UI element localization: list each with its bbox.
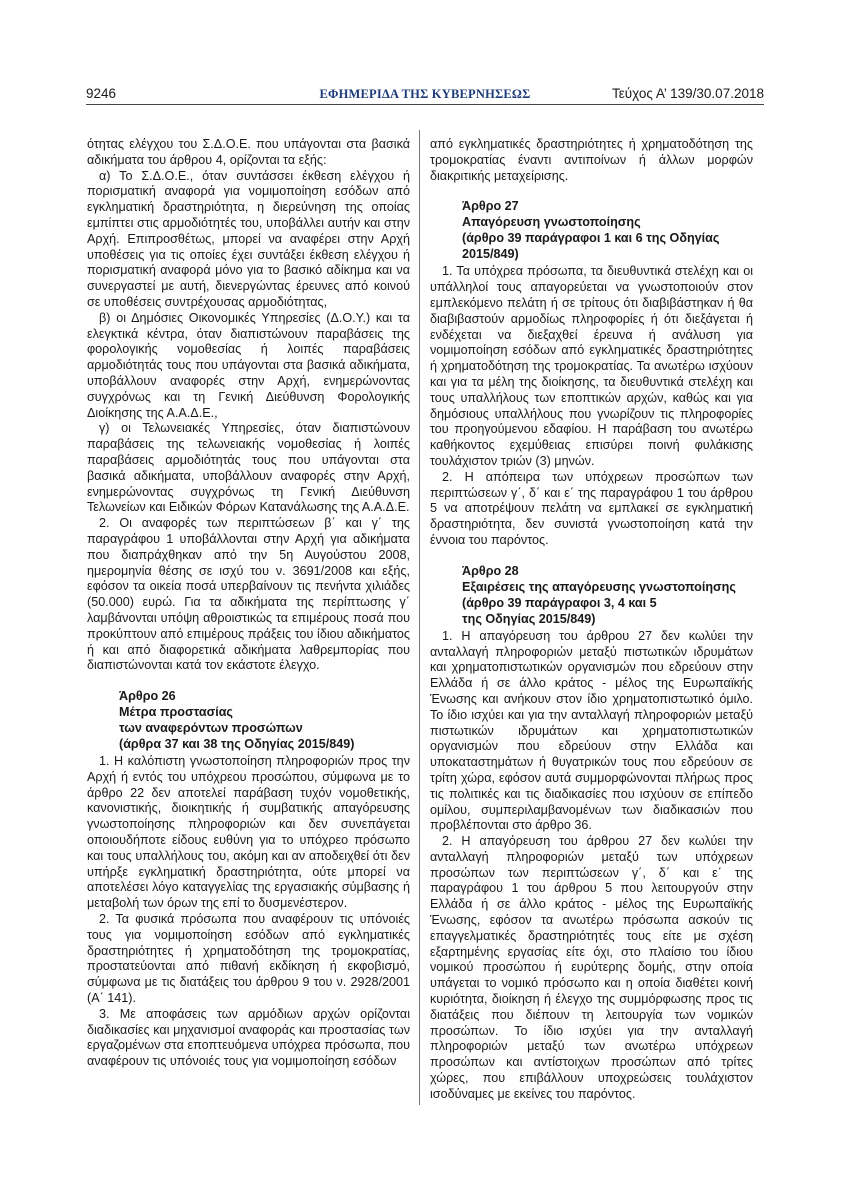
column-divider	[419, 130, 420, 1105]
paragraph: 3. Με αποφάσεις των αρμόδιων αρχών ορίζονται διαδικασίες και μηχανισμοί αναφοράς και προστασίας των εργαζομένων στα εποπτευόμενα υπόχρεα πρόσωπα, που αναφέρουν τις υπόνοιές τους για νομιμοποίηση εσόδων	[87, 1006, 410, 1069]
gazette-title: ΕΦΗΜΕΡΙΔΑ ΤΗΣ ΚΥΒΕΡΝΗΣΕΩΣ	[319, 87, 531, 101]
article-number: Άρθρο 28	[462, 563, 519, 578]
right-column	[430, 137, 753, 1103]
article-reference: 2015/849)	[462, 247, 519, 262]
article-27-heading	[430, 198, 753, 262]
article-number: Άρθρο 26	[119, 689, 176, 704]
paragraph: από εγκληματικές δραστηριότητες ή χρηματοδότηση της τρομοκρατίας έναντι αντιποίνων ή άλλων μορφών διακριτικής μεταχείρισης.	[430, 137, 753, 183]
paragraph: 1. Η απαγόρευση του άρθρου 27 δεν κωλύει την ανταλλαγή πληροφοριών μεταξύ πιστωτικών ιδρυμάτων και χρηματοπιστωτικών οργανισμών που εδρεύουν στην Ελλάδα ή σε άλλο κράτος - μέλος της Ευρωπαϊκής Ένωσης και ανήκουν στον ίδιο χρηματοπιστωτικό όμιλο. Το ίδιο ισχύει και για την ανταλλαγή πληροφοριών μεταξύ πιστωτικών ιδρυμάτων και χρηματοπιστωτικών οργανισμών που εδρεύουν στην Ελλάδα και υποκαταστημάτων ή θυγατρικών τους που εδρεύουν σε τρίτη χώρα, εφόσον αυτά συμμορφώνονται πλήρως προς τις πολιτικές και τις διαδικασίες που ισχύουν σε επίπεδο ομίλου, συμπεριλαμβανομένων των διαδικασιών που προβλέπονται στο άρθρο 36.	[430, 628, 753, 833]
left-column	[87, 137, 410, 1070]
paragraph: 1. Η καλόπιστη γνωστοποίηση πληροφοριών προς την Αρχή ή εντός του υπόχρεου προσώπου, σύμφωνα με το άρθρο 22 δεν αποτελεί παράβαση τυχόν νομοθετικής, κανονιστικής, διοικητικής ή συμβατικής απαγόρευσης γνωστοποίησης πληροφοριών και δεν συνεπάγεται οποιουδήποτε είδους ευθύνη για το υπόχρεο πρόσωπο και τους υπαλλήλους του, ακόμη και αν αποδειχθεί ότι δεν υπήρξε εγκληματική δραστηριότητα, ούτε μπορεί να αποτελέσει λόγο καταγγελίας της εργασιακής σύμβασης ή μεταβολή των όρων της επί το δυσμενέστερον.	[87, 754, 410, 911]
article-28-heading	[430, 563, 753, 627]
article-26-heading	[87, 688, 410, 752]
paragraph: β) οι Δημόσιες Οικονομικές Υπηρεσίες (Δ.Ο.Υ.) και τα ελεγκτικά κέντρα, όταν διαπιστώνουν παραβάσεις της φορολογικής νομοθεσίας ή λοιπές παραβάσεις αρμοδιότητάς τους που υπάγονται στα βασικά αδικήματα, υποβάλλουν αναφορές στην Αρχή, ενημερώνοντας συγχρόνως και τη Γενική Διεύθυνση Φορολογικής Διοίκησης της Α.Α.Δ.Ε.,	[87, 310, 410, 420]
paragraph: 1. Τα υπόχρεα πρόσωπα, τα διευθυντικά στελέχη και οι υπάλληλοί τους απαγορεύεται να γνωστοποιούν στον εμπλεκόμενο πελάτη ή σε τρίτους ότι διαβιβάστηκαν ή θα διαβιβαστούν αρμοδίως πληροφορίες ή ότι διεξάγεται ή ενδέχεται να διεξαχθεί έρευνα ή ανάλυση για νομιμοποίηση εσόδων από εγκληματικές δραστηριότητες ή χρηματοδότηση της τρομοκρατίας. Τα ανωτέρω ισχύουν και για τα μέλη της διοίκησης, τα διευθυντικά στελέχη και τους υπαλλήλους των εποπτικών αρχών, καθώς και για δημόσιους υπαλλήλους που γνωρίζουν τις πληροφορίες του προηγούμενου εδαφίου. Η παράβαση του ανωτέρω καθήκοντος εχεμύθειας επισύρει ποινή φυλάκισης τουλάχιστον τριών (3) μηνών.	[430, 264, 753, 468]
article-title: Μέτρα προστασίας	[119, 705, 233, 720]
article-title: Απαγόρευση γνωστοποίησης	[462, 215, 641, 230]
paragraph: 2. Οι αναφορές των περιπτώσεων β΄ και γ΄ της παραγράφου 1 υποβάλλονται στην Αρχή για αδικήματα που διαπράχθηκαν από την 5η Αυγούστου 2008, ημερομηνία θέσης σε ισχύ του ν. 3691/2008 και εξής, εφόσον τα οικεία ποσά υπερβαίνουν τις πενήντα χιλιάδες (50.000) ευρώ. Για τα αδικήματα της περίπτωσης γ΄ λαμβάνονται υπόψη αθροιστικώς τα επιμέρους ποσά που προκύπτουν από επιμέρους πράξεις του ίδιου αδικήματος ή και από διαφορετικά αδικήματα λαθρεμπορίας που διαπιστώνονται κατά τον εκάστοτε έλεγχο.	[87, 516, 410, 673]
article-number: Άρθρο 27	[462, 199, 519, 214]
header-rule	[86, 104, 764, 105]
article-reference: της Οδηγίας 2015/849)	[462, 611, 596, 626]
paragraph: 2. Η απόπειρα των υπόχρεων προσώπων των περιπτώσεων γ΄, δ΄ και ε΄ της παραγράφου 1 του άρθρου 5 να αποτρέψουν πελάτη να εμπλακεί σε εγκληματική δραστηριότητα, δεν συνιστά γνωστοποίηση κατά την έννοια του παρόντος.	[430, 469, 753, 547]
paragraph: 2. Τα φυσικά πρόσωπα που αναφέρουν τις υπόνοιές τους για νομιμοποίηση εσόδων από εγκληματικές δραστηριότητες ή χρηματοδότηση της τρομοκρατίας, προστατεύονται από πιθανή εκδίκηση ή εκφοβισμό, σύμφωνα με τις διατάξεις του άρθρου 9 του ν. 2928/2001 (Α΄ 141).	[87, 912, 410, 1006]
article-reference: (άρθρα 37 και 38 της Οδηγίας 2015/849)	[119, 737, 355, 752]
article-title: Εξαιρέσεις της απαγόρευσης γνωστοποίησης	[462, 579, 736, 594]
paragraph: 2. Η απαγόρευση του άρθρου 27 δεν κωλύει την ανταλλαγή πληροφοριών μεταξύ των υπόχρεων προσώπων των περιπτώσεων γ΄, δ΄ και ε΄ της παραγράφου 1 του άρθρου 5 που λειτουργούν στην Ελλάδα ή σε άλλο κράτος - μέλος της Ευρωπαϊκής Ένωσης, εφόσον τα ανωτέρω πρόσωπα ασκούν τις επαγγελματικές δραστηριότητές τους είτε με σχέση εξαρτημένης εργασίας είτε όχι, στο πλαίσιο του ίδιου νομικού προσώπου ή ευρύτερης δομής, στην οποία υπάγεται το νομικό πρόσωπο και η οποία διαθέτει κοινή κυριότητα, διοίκηση ή έλεγχο της συμμόρφωσης προς τις διατάξεις που διέπουν τη λειτουργία των νομικών προσώπων. Το ίδιο ισχύει για την ανταλλαγή πληροφοριών μεταξύ των ανωτέρω υπόχρεων προσώπων και αντίστοιχων προσώπων από τρίτες χώρες, που επιβάλλουν υποχρεώσεις τουλάχιστον ισοδύναμες με εκείνες του παρόντος.	[430, 834, 753, 1101]
issue-number: Τεύχος Α’ 139/30.07.2018	[611, 86, 764, 101]
page-number: 9246	[86, 86, 117, 101]
paragraph: α) Το Σ.Δ.Ο.Ε., όταν συντάσσει έκθεση ελέγχου ή πορισματική αναφορά για νομιμοποίηση εσόδων από εγκληματική δραστηριότητα, η διερεύνηση της οποίας εμπίπτει στις αρμοδιότητές του, υποβάλλει αυτήν και στην Αρχή. Επιπροσθέτως, μπορεί να αναφέρει στην Αρχή υποθέσεις για τις οποίες έχει συντάξει έκθεση ελέγχου ή πορισματική αναφορά μόνο για το βασικό αδίκημα και να συνεργαστεί με αυτή, διενεργώντας έρευνες από κοινού σε υποθέσεις συντρέχουσας αρμοδιότητας,	[87, 168, 410, 309]
page-header	[86, 80, 764, 104]
article-reference: (άρθρο 39 παράγραφοι 3, 4 και 5	[462, 595, 657, 610]
paragraph: γ) οι Τελωνειακές Υπηρεσίες, όταν διαπιστώνουν παραβάσεις της τελωνειακής νομοθεσίας ή λοιπές παραβάσεις αρμοδιότητάς τους που υπάγονται στα βασικά αδικήματα, υποβάλλουν αναφορές στην Αρχή, ενημερώνοντας συγχρόνως τη Γενική Διεύθυνση Τελωνείων και Ειδικών Φόρων Κατανάλωσης της Α.Α.Δ.Ε.	[87, 421, 410, 515]
paragraph: ότητας ελέγχου του Σ.Δ.Ο.Ε. που υπάγονται στα βασικά αδικήματα του άρθρου 4, ορίζονται τα εξής:	[87, 137, 410, 167]
article-title: των αναφερόντων προσώπων	[119, 721, 303, 736]
article-reference: (άρθρο 39 παράγραφοι 1 και 6 της Οδηγίας	[462, 231, 720, 246]
